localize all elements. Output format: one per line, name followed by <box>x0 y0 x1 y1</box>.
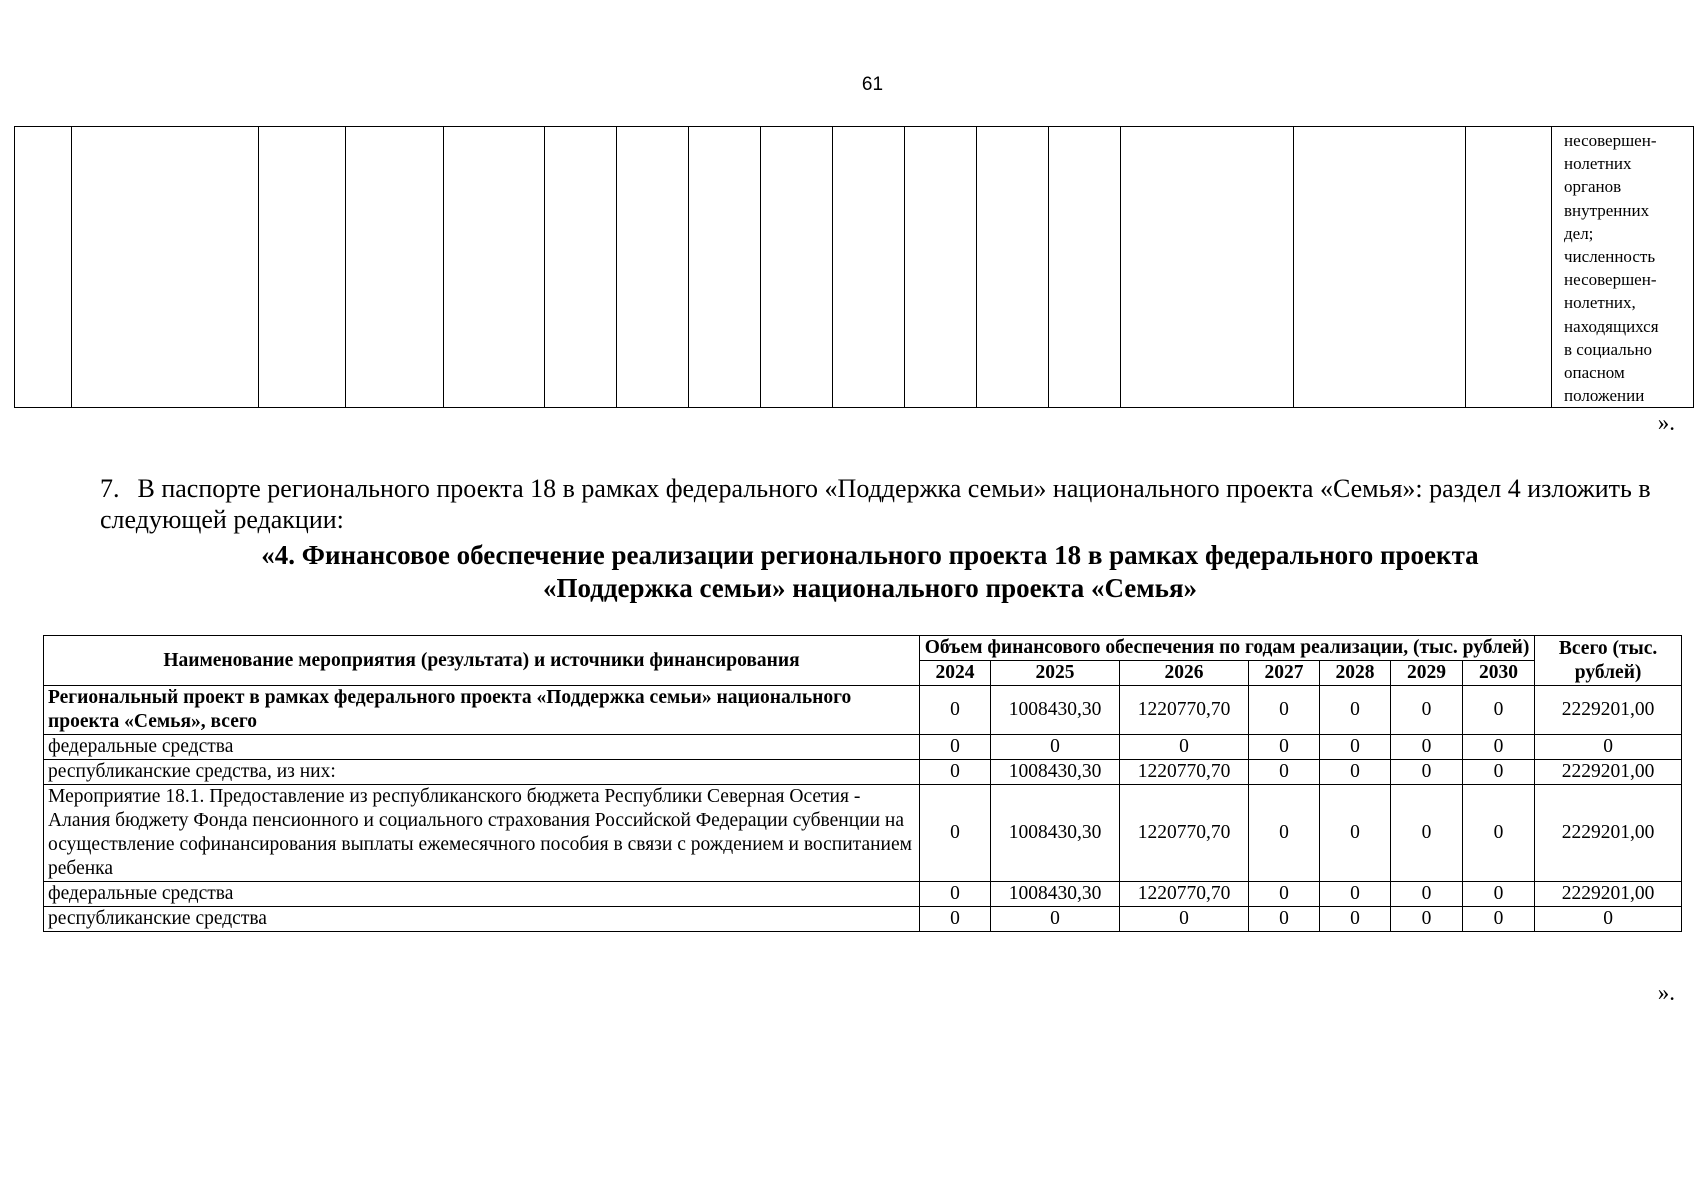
value-cell: 0 <box>1463 735 1535 760</box>
cell-line: несовершен- <box>1564 131 1657 150</box>
table-cell <box>346 127 444 408</box>
value-cell: 0 <box>991 735 1120 760</box>
table-cell <box>761 127 833 408</box>
table-row <box>44 686 1682 735</box>
header-volume: Объем финансового обеспечения по годам реализации, (тыс. рублей) <box>920 636 1535 661</box>
continuation-row <box>15 127 1694 408</box>
value-cell: 0 <box>1249 907 1320 932</box>
finance-table <box>43 635 1682 932</box>
table-cell <box>617 127 689 408</box>
page-number: 61 <box>861 74 884 95</box>
total-cell: 2229201,00 <box>1535 785 1682 882</box>
table-cell <box>833 127 905 408</box>
value-cell: 0 <box>1249 760 1320 785</box>
cell-line: в социально <box>1564 339 1653 359</box>
value-cell: 0 <box>920 760 991 785</box>
table-cell <box>545 127 617 408</box>
cell-line: внутренних <box>1564 200 1650 220</box>
amendment-number: 7. <box>100 474 120 503</box>
value-cell: 0 <box>1391 907 1463 932</box>
value-cell: 0 <box>1463 760 1535 785</box>
value-cell: 0 <box>1463 882 1535 907</box>
amendment-paragraph <box>100 473 1680 535</box>
value-cell: 0 <box>1391 760 1463 785</box>
value-cell: 0 <box>920 785 991 882</box>
value-cell: 0 <box>1391 735 1463 760</box>
value-cell: 1008430,30 <box>991 760 1120 785</box>
section-title <box>40 539 1697 605</box>
closing-quote: ». <box>1657 980 1675 1005</box>
year-header: 2024 <box>920 661 991 686</box>
total-cell: 0 <box>1535 735 1682 760</box>
value-cell: 0 <box>1249 785 1320 882</box>
value-cell: 0 <box>1120 907 1249 932</box>
table-cell <box>1049 127 1121 408</box>
table-row <box>44 735 1682 760</box>
header-name: Наименование мероприятия (результата) и источники финансирования <box>44 636 920 686</box>
value-cell: 0 <box>1463 785 1535 882</box>
table-row <box>44 785 1682 882</box>
value-cell: 1008430,30 <box>991 882 1120 907</box>
value-cell: 0 <box>1391 882 1463 907</box>
cell-line: несовершен- <box>1564 270 1657 290</box>
year-header: 2027 <box>1249 661 1320 686</box>
value-cell: 0 <box>1463 907 1535 932</box>
value-cell: 1220770,70 <box>1120 882 1249 907</box>
value-cell: 0 <box>991 907 1120 932</box>
row-name: Мероприятие 18.1. Предоставление из республиканского бюджета Республики Северная Осетия - Алания бюджету Фонда пенсионного и социального страхования Российской Федерации субвенции на осуществление софинансирования выплаты ежемесячного пособия в связи с рождением и воспитанием ребенка <box>44 785 920 882</box>
value-cell: 0 <box>1320 760 1391 785</box>
table-cell <box>689 127 761 408</box>
year-header: 2026 <box>1120 661 1249 686</box>
cell-line: нолетних, <box>1564 293 1636 313</box>
continuation-table <box>14 126 1694 408</box>
indicator-text-cell <box>1552 127 1694 408</box>
value-cell: 1220770,70 <box>1120 760 1249 785</box>
table-cell <box>977 127 1049 408</box>
section-title-line: «Поддержка семьи» национального проекта «Семья» <box>542 573 1198 603</box>
header-row <box>44 636 1682 661</box>
value-cell: 0 <box>1249 735 1320 760</box>
cell-line: органов <box>1564 177 1622 197</box>
row-name: федеральные средства <box>44 882 920 907</box>
table-cell <box>259 127 346 408</box>
value-cell: 0 <box>1320 735 1391 760</box>
value-cell: 0 <box>920 907 991 932</box>
value-cell: 0 <box>1463 686 1535 735</box>
value-cell: 1008430,30 <box>991 785 1120 882</box>
value-cell: 0 <box>1249 882 1320 907</box>
value-cell: 0 <box>1320 785 1391 882</box>
total-cell: 2229201,00 <box>1535 686 1682 735</box>
value-cell: 0 <box>1391 686 1463 735</box>
header-total: Всего (тыс. рублей) <box>1535 636 1682 686</box>
row-name: республиканские средства, из них: <box>44 760 920 785</box>
table-cell <box>1466 127 1552 408</box>
table-row <box>44 907 1682 932</box>
table-row <box>44 760 1682 785</box>
value-cell: 0 <box>920 686 991 735</box>
cell-line: нолетних <box>1564 154 1632 174</box>
amendment-text: В паспорте регионального проекта 18 в рамках федерального «Поддержка семьи» национального проекта «Семья»: раздел 4 изложить в следующей редакции: <box>100 474 1651 534</box>
total-cell: 2229201,00 <box>1535 760 1682 785</box>
cell-line: положении <box>1564 386 1645 406</box>
value-cell: 1008430,30 <box>991 686 1120 735</box>
year-header: 2029 <box>1391 661 1463 686</box>
row-name: республиканские средства <box>44 907 920 932</box>
value-cell: 0 <box>1391 785 1463 882</box>
value-cell: 1220770,70 <box>1120 785 1249 882</box>
year-header: 2028 <box>1320 661 1391 686</box>
cell-line: находящихся <box>1564 316 1659 336</box>
row-name: федеральные средства <box>44 735 920 760</box>
closing-quote: ». <box>1657 410 1675 435</box>
value-cell: 0 <box>1320 882 1391 907</box>
cell-line: численность <box>1564 247 1656 267</box>
table-cell <box>444 127 545 408</box>
year-header: 2030 <box>1463 661 1535 686</box>
row-name: Региональный проект в рамках федерального проекта «Поддержка семьи» национального проекта «Семья», всего <box>44 686 920 735</box>
cell-line: опасном <box>1564 363 1625 383</box>
section-title-line: «4. Финансовое обеспечение реализации регионального проекта 18 в рамках федерального проекта <box>261 540 1479 570</box>
table-cell <box>905 127 977 408</box>
cell-line: дел; <box>1564 223 1594 243</box>
value-cell: 0 <box>1120 735 1249 760</box>
value-cell: 0 <box>1320 686 1391 735</box>
value-cell: 0 <box>1249 686 1320 735</box>
value-cell: 0 <box>920 735 991 760</box>
table-cell <box>15 127 72 408</box>
year-header: 2025 <box>991 661 1120 686</box>
table-cell <box>1121 127 1294 408</box>
value-cell: 0 <box>1320 907 1391 932</box>
value-cell: 1220770,70 <box>1120 686 1249 735</box>
table-cell <box>1294 127 1466 408</box>
value-cell: 0 <box>920 882 991 907</box>
table-row <box>44 882 1682 907</box>
total-cell: 0 <box>1535 907 1682 932</box>
total-cell: 2229201,00 <box>1535 882 1682 907</box>
table-cell <box>72 127 259 408</box>
